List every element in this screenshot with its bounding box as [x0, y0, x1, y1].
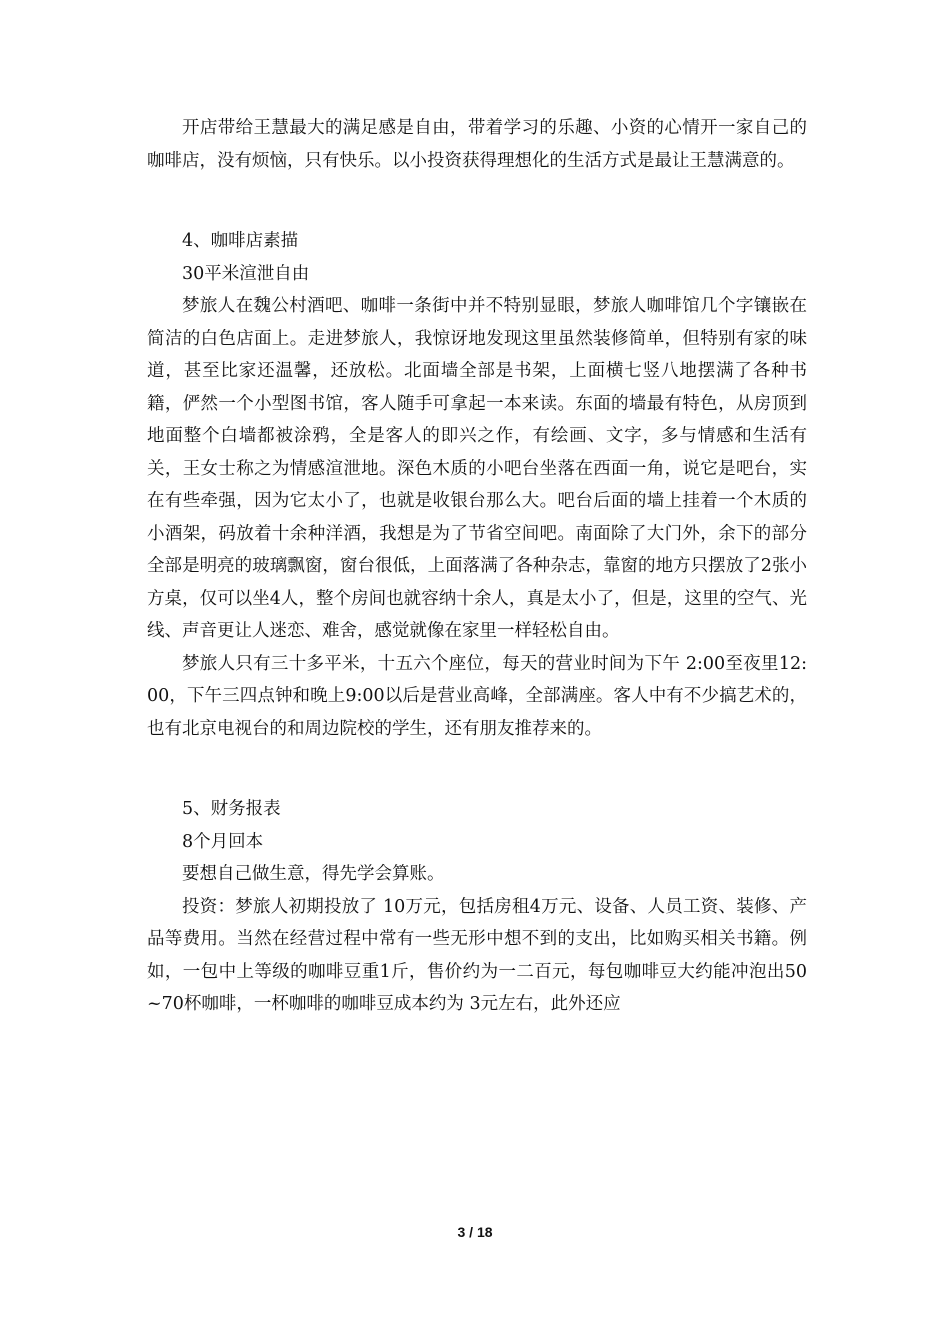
paragraph-intro: 开店带给王慧最大的满足感是自由，带着学习的乐趣、小资的心情开一家自己的咖啡店，没有烦恼，只有快乐。以小投资获得理想化的生活方式是最让王慧满意的。 [147, 118, 807, 171]
paragraph-investment: 投资：梦旅人初期投放了 10万元，包括房租4万元、设备、人员工资、装修、产品等费用。当然在经营过程中常有一些无形中想不到的支出，比如购买相关书籍。例如，一包中上等级的咖啡豆重1斤，售价约为一二百元，每包咖啡豆大约能冲泡出50~70杯咖啡，一杯咖啡的咖啡豆成本约为 3元左右，此外还应 [147, 896, 807, 1014]
section-heading-4: 4、咖啡店素描 [182, 231, 299, 251]
section-subheading-4: 30平米渲泄自由 [182, 263, 310, 284]
section-gap [147, 177, 807, 225]
section-gap [147, 745, 807, 793]
page-number: 3 / 18 [457, 1224, 493, 1240]
paragraph-cafe-hours: 梦旅人只有三十多平米，十五六个座位，每天的营业时间为下午 2:00至夜里12:00，下午三四点钟和晚上9:00以后是营业高峰，全部满座。客人中有不少搞艺术的，也有北京电视台的和周边院校的学生，还有朋友推荐来的。 [147, 653, 807, 739]
document-body [147, 112, 807, 1021]
paragraph-cafe-sketch: 梦旅人在魏公村酒吧、咖啡一条街中并不特别显眼，梦旅人咖啡馆几个字镶嵌在简洁的白色店面上。走进梦旅人，我惊讶地发现这里虽然装修简单，但特别有家的味道，甚至比家还温馨，还放松。北面墙全部是书架，上面横七竖八地摆满了各种书籍，俨然一个小型图书馆，客人随手可拿起一本来读。东面的墙最有特色，从房顶到地面整个白墙都被涂鸦，全是客人的即兴之作，有绘画、文字，多与情感和生活有关，王女士称之为情感渲泄地。深色木质的小吧台坐落在西面一角，说它是吧台，实在有些牵强，因为它太小了，也就是收银台那么大。吧台后面的墙上挂着一个木质的小酒架，码放着十余种洋酒，我想是为了节省空间吧。南面除了大门外，余下的部分全部是明亮的玻璃飘窗，窗台很低，上面落满了各种杂志，靠窗的地方只摆放了2张小方桌，仅可以坐4人，整个房间也就容纳十余人，真是太小了，但是，这里的空气、光线、声音更让人迷恋、难舍，感觉就像在家里一样轻松自由。 [147, 296, 807, 641]
paragraph-accounting: 要想自己做生意，得先学会算账。 [182, 864, 445, 884]
section-heading-5: 5、财务报表 [182, 799, 281, 819]
section-subheading-5: 8个月回本 [182, 831, 264, 852]
